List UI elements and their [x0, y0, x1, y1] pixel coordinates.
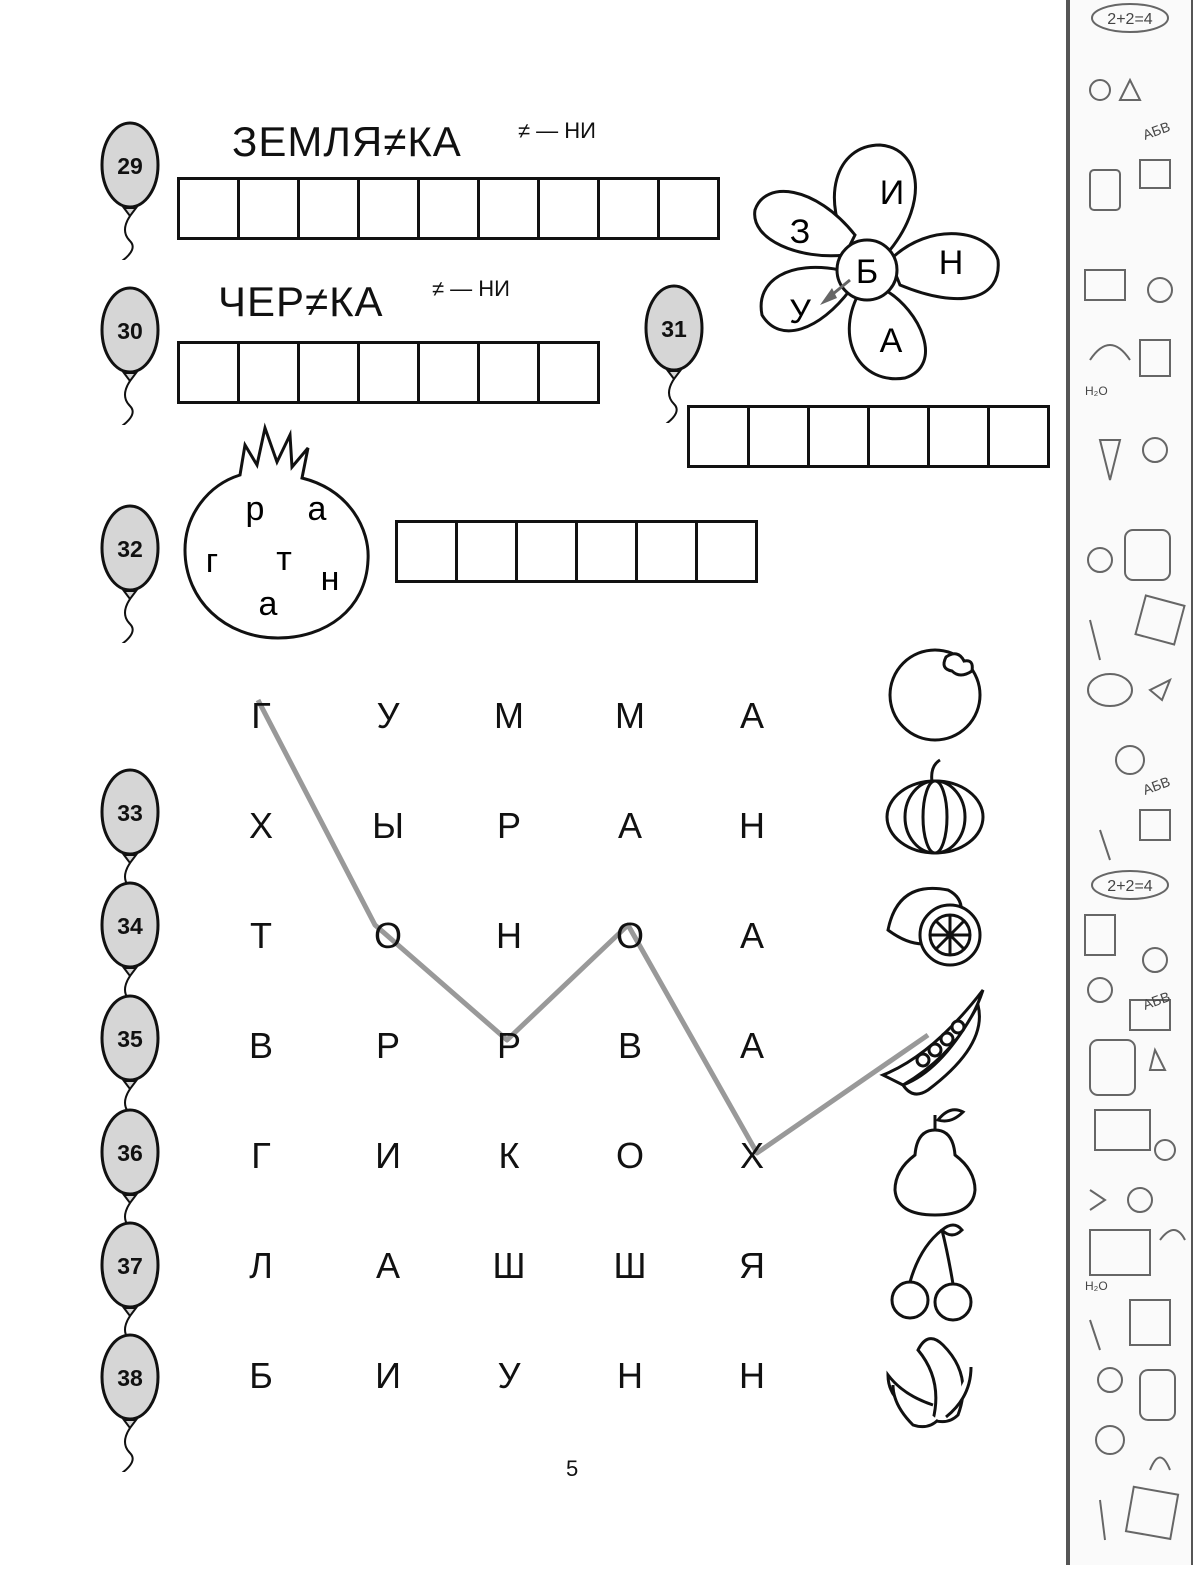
task-number: 31 — [661, 315, 687, 342]
task-number: 32 — [117, 535, 143, 562]
balloon-35: 35 — [100, 993, 162, 1133]
decorative-border — [1066, 0, 1193, 1565]
hint-30: ≠ — НИ — [432, 276, 510, 301]
grid-letter[interactable]: А — [375, 1245, 400, 1286]
grid-letter[interactable]: Т — [250, 915, 272, 956]
grid-letter[interactable]: Ш — [492, 1245, 526, 1286]
grid-letter[interactable]: В — [248, 1025, 273, 1066]
svg-text:а: а — [307, 490, 327, 528]
grid-letter[interactable]: Б — [249, 1355, 273, 1396]
petal-letter: И — [879, 174, 905, 212]
orange-icon — [890, 650, 980, 740]
petal-letter: У — [789, 293, 811, 331]
grid-letter[interactable]: Ы — [372, 805, 404, 846]
peas-icon — [883, 990, 983, 1094]
task-number: 30 — [117, 317, 143, 344]
grid-letter[interactable]: О — [373, 915, 402, 956]
doodle-pattern — [1070, 0, 1191, 1565]
grid-letter[interactable]: Л — [249, 1245, 273, 1286]
pear-icon — [895, 1110, 975, 1215]
grid-letter[interactable]: Г — [251, 1135, 271, 1176]
task-number: 29 — [117, 152, 143, 179]
svg-text:н: н — [320, 560, 340, 598]
grid-letter[interactable]: Р — [375, 1025, 400, 1066]
svg-text:АБВ: АБВ — [1140, 988, 1173, 1013]
grid-letter[interactable]: М — [494, 695, 524, 736]
grid-letter[interactable]: Н — [496, 915, 522, 956]
grid-letter[interactable]: Н — [739, 805, 765, 846]
grid-letter[interactable]: У — [497, 1355, 521, 1396]
cherry-icon — [892, 1225, 971, 1320]
balloon-33: 33 — [100, 767, 162, 907]
grid-letter[interactable]: Я — [739, 1245, 765, 1286]
grid-letter[interactable]: Н — [739, 1355, 765, 1396]
petal-letter: Н — [938, 244, 964, 282]
grid-letter[interactable]: В — [617, 1025, 642, 1066]
grid-letter[interactable]: Г — [251, 695, 271, 736]
balloon-36: 36 — [100, 1107, 162, 1247]
grid-letter[interactable]: А — [739, 915, 764, 956]
puzzle-word-29: ЗЕМЛЯ≠КА — [232, 118, 462, 165]
banana-icon — [888, 1339, 971, 1427]
balloon-34: 34 — [100, 880, 162, 1020]
grid-letter[interactable]: А — [739, 695, 764, 736]
grid-letter[interactable]: Х — [739, 1135, 764, 1176]
svg-text:т: т — [276, 540, 292, 578]
puzzle-word-30: ЧЕР≠КА — [218, 278, 384, 325]
badge-text: 2+2=4 — [1107, 11, 1153, 28]
grid-letter[interactable]: О — [615, 1135, 644, 1176]
svg-text:р: р — [245, 490, 265, 528]
pumpkin-icon — [887, 760, 983, 853]
grid-letter[interactable]: Н — [617, 1355, 643, 1396]
picture-column — [878, 645, 993, 1445]
svg-text:г: г — [205, 542, 219, 580]
grid-letter[interactable]: А — [617, 805, 642, 846]
grid-letter[interactable]: Р — [496, 805, 521, 846]
grid-letter[interactable]: О — [615, 915, 644, 956]
lemon-icon — [888, 888, 980, 965]
hint-29: ≠ — НИ — [518, 118, 596, 143]
page-number: 5 — [566, 1456, 579, 1481]
svg-text:2+2=4: 2+2=4 — [1107, 878, 1153, 895]
svg-text:H₂O: H₂O — [1085, 1279, 1108, 1293]
svg-text:H₂O: H₂O — [1085, 384, 1108, 398]
grid-letter[interactable]: Х — [248, 805, 273, 846]
balloon-38: 38 — [100, 1332, 162, 1472]
grid-letter[interactable]: Р — [496, 1025, 521, 1066]
grid-letter[interactable]: К — [498, 1135, 520, 1176]
svg-text:АБВ: АБВ — [1140, 118, 1173, 143]
grid-letter[interactable]: Ш — [613, 1245, 647, 1286]
grid-letter[interactable]: И — [375, 1135, 401, 1176]
flower-center-letter: Б — [855, 253, 879, 291]
grid-letter[interactable]: М — [615, 695, 645, 736]
grid-letter[interactable]: У — [376, 695, 400, 736]
svg-text:а: а — [258, 585, 278, 623]
balloon-37: 37 — [100, 1220, 162, 1360]
petal-letter: З — [789, 213, 811, 251]
petal-letter: А — [879, 322, 903, 360]
grid-letter[interactable]: И — [375, 1355, 401, 1396]
svg-text:АБВ: АБВ — [1140, 773, 1173, 798]
grid-letter[interactable]: А — [739, 1025, 764, 1066]
